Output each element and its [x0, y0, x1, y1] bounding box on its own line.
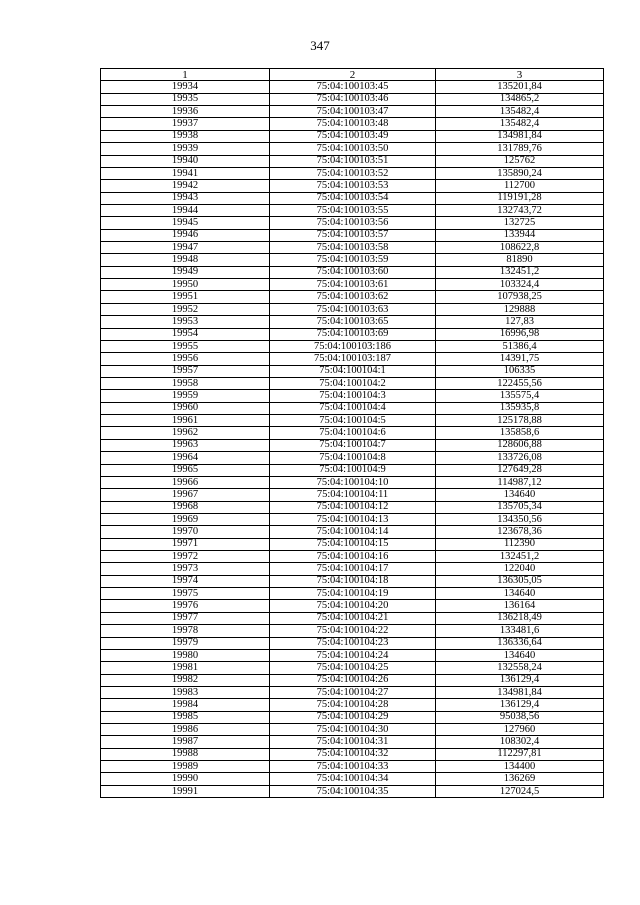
table-row: [101, 785, 604, 797]
row-number-cell: 19943: [101, 192, 270, 204]
row-number-cell: 19947: [101, 242, 270, 254]
cadastral-number-cell: 75:04:100103:54: [270, 192, 436, 204]
cadastral-number-cell: 75:04:100104:32: [270, 748, 436, 760]
cadastral-number-cell: 75:04:100104:11: [270, 489, 436, 501]
cadastral-number-cell: 75:04:100103:57: [270, 229, 436, 241]
cadastral-number-cell: 75:04:100103:69: [270, 328, 436, 340]
row-number-cell: 19934: [101, 81, 270, 93]
row-number-cell: 19972: [101, 551, 270, 563]
cadastral-number-cell: 75:04:100104:9: [270, 464, 436, 476]
cadastral-number-cell: 75:04:100104:7: [270, 439, 436, 451]
cadastral-number-cell: 75:04:100103:62: [270, 291, 436, 303]
cadastral-number-cell: 75:04:100104:16: [270, 551, 436, 563]
table-row: [101, 662, 604, 674]
table-row: [101, 390, 604, 402]
value-cell: 134640: [436, 489, 604, 501]
value-cell: 125178,88: [436, 415, 604, 427]
table-row: [101, 377, 604, 389]
value-cell: 133481,6: [436, 625, 604, 637]
table-row: [101, 365, 604, 377]
row-number-cell: 19985: [101, 711, 270, 723]
value-cell: 134640: [436, 649, 604, 661]
cadastral-number-cell: 75:04:100103:48: [270, 118, 436, 130]
row-number-cell: 19989: [101, 761, 270, 773]
cadastral-number-cell: 75:04:100103:46: [270, 93, 436, 105]
row-number-cell: 19956: [101, 353, 270, 365]
value-cell: 135575,4: [436, 390, 604, 402]
row-number-cell: 19939: [101, 143, 270, 155]
table-row: [101, 229, 604, 241]
cadastral-number-cell: 75:04:100103:63: [270, 303, 436, 315]
table-row: [101, 266, 604, 278]
table-row: [101, 600, 604, 612]
cadastral-number-cell: 75:04:100103:65: [270, 316, 436, 328]
table-row: [101, 674, 604, 686]
value-cell: 16996,98: [436, 328, 604, 340]
table-row: [101, 686, 604, 698]
value-cell: 106335: [436, 365, 604, 377]
value-cell: 123678,36: [436, 526, 604, 538]
cadastral-number-cell: 75:04:100103:52: [270, 167, 436, 179]
value-cell: 51386,4: [436, 340, 604, 352]
table-row: [101, 279, 604, 291]
value-cell: 108622,8: [436, 242, 604, 254]
cadastral-number-cell: 75:04:100103:45: [270, 81, 436, 93]
table-row: [101, 489, 604, 501]
table-row: [101, 316, 604, 328]
row-number-cell: 19968: [101, 501, 270, 513]
row-number-cell: 19988: [101, 748, 270, 760]
value-cell: 129888: [436, 303, 604, 315]
column-header: 3: [436, 69, 604, 81]
row-number-cell: 19973: [101, 563, 270, 575]
value-cell: 127,83: [436, 316, 604, 328]
cadastral-number-cell: 75:04:100104:21: [270, 612, 436, 624]
cadastral-number-cell: 75:04:100104:33: [270, 761, 436, 773]
value-cell: 136305,05: [436, 575, 604, 587]
table-row: [101, 217, 604, 229]
cadastral-number-cell: 75:04:100103:55: [270, 204, 436, 216]
table-row: [101, 180, 604, 192]
cadastral-number-cell: 75:04:100104:28: [270, 699, 436, 711]
value-cell: 136129,4: [436, 699, 604, 711]
cadastral-number-cell: 75:04:100104:34: [270, 773, 436, 785]
value-cell: 128606,88: [436, 439, 604, 451]
value-cell: 103324,4: [436, 279, 604, 291]
table-row: [101, 192, 604, 204]
value-cell: 14391,75: [436, 353, 604, 365]
table-row: [101, 588, 604, 600]
table-row: [101, 81, 604, 93]
row-number-cell: 19965: [101, 464, 270, 476]
value-cell: 127649,28: [436, 464, 604, 476]
cadastral-number-cell: 75:04:100104:12: [270, 501, 436, 513]
value-cell: 134981,84: [436, 686, 604, 698]
row-number-cell: 19942: [101, 180, 270, 192]
row-number-cell: 19990: [101, 773, 270, 785]
row-number-cell: 19950: [101, 279, 270, 291]
cadastral-number-cell: 75:04:100104:8: [270, 452, 436, 464]
cadastral-number-cell: 75:04:100103:50: [270, 143, 436, 155]
table-row: [101, 204, 604, 216]
table-row: [101, 773, 604, 785]
cadastral-number-cell: 75:04:100103:47: [270, 106, 436, 118]
cadastral-number-cell: 75:04:100104:20: [270, 600, 436, 612]
row-number-cell: 19958: [101, 377, 270, 389]
table-row: [101, 563, 604, 575]
value-cell: 135482,4: [436, 106, 604, 118]
table-row: [101, 526, 604, 538]
row-number-cell: 19962: [101, 427, 270, 439]
row-number-cell: 19951: [101, 291, 270, 303]
table-row: [101, 761, 604, 773]
value-cell: 135705,34: [436, 501, 604, 513]
table-row: [101, 575, 604, 587]
table-row: [101, 303, 604, 315]
row-number-cell: 19944: [101, 204, 270, 216]
value-cell: 122455,56: [436, 377, 604, 389]
cadastral-number-cell: 75:04:100104:29: [270, 711, 436, 723]
table-row: [101, 93, 604, 105]
cadastral-number-cell: 75:04:100104:35: [270, 785, 436, 797]
value-cell: 136336,64: [436, 637, 604, 649]
value-cell: 132451,2: [436, 266, 604, 278]
value-cell: 112297,81: [436, 748, 604, 760]
table-row: [101, 328, 604, 340]
table-row: [101, 353, 604, 365]
column-header: 1: [101, 69, 270, 81]
value-cell: 135935,8: [436, 402, 604, 414]
table-row: [101, 501, 604, 513]
table-body: [101, 81, 604, 798]
row-number-cell: 19945: [101, 217, 270, 229]
cadastral-number-cell: 75:04:100103:49: [270, 130, 436, 142]
cadastral-number-cell: 75:04:100103:59: [270, 254, 436, 266]
row-number-cell: 19953: [101, 316, 270, 328]
cadastral-number-cell: 75:04:100104:1: [270, 365, 436, 377]
value-cell: 136218,49: [436, 612, 604, 624]
value-cell: 107938,25: [436, 291, 604, 303]
row-number-cell: 19967: [101, 489, 270, 501]
row-number-cell: 19979: [101, 637, 270, 649]
table-row: [101, 242, 604, 254]
value-cell: 132743,72: [436, 204, 604, 216]
table-header-row: [101, 69, 604, 81]
cadastral-number-cell: 75:04:100104:4: [270, 402, 436, 414]
row-number-cell: 19940: [101, 155, 270, 167]
value-cell: 133944: [436, 229, 604, 241]
cadastral-number-cell: 75:04:100104:25: [270, 662, 436, 674]
table-row: [101, 476, 604, 488]
table-row: [101, 427, 604, 439]
row-number-cell: 19991: [101, 785, 270, 797]
value-cell: 136269: [436, 773, 604, 785]
row-number-cell: 19975: [101, 588, 270, 600]
cadastral-number-cell: 75:04:100104:13: [270, 513, 436, 525]
row-number-cell: 19954: [101, 328, 270, 340]
table-row: [101, 724, 604, 736]
row-number-cell: 19949: [101, 266, 270, 278]
cadastral-number-cell: 75:04:100104:2: [270, 377, 436, 389]
table-row: [101, 513, 604, 525]
column-header: 2: [270, 69, 436, 81]
row-number-cell: 19957: [101, 365, 270, 377]
cadastral-number-cell: 75:04:100104:30: [270, 724, 436, 736]
value-cell: 135201,84: [436, 81, 604, 93]
table-row: [101, 625, 604, 637]
value-cell: 108302,4: [436, 736, 604, 748]
table-row: [101, 452, 604, 464]
row-number-cell: 19960: [101, 402, 270, 414]
row-number-cell: 19964: [101, 452, 270, 464]
table-row: [101, 649, 604, 661]
table-row: [101, 538, 604, 550]
table-row: [101, 711, 604, 723]
value-cell: 114987,12: [436, 476, 604, 488]
row-number-cell: 19937: [101, 118, 270, 130]
table-row: [101, 736, 604, 748]
data-table: [100, 68, 604, 798]
page-number: 347: [310, 38, 330, 53]
cadastral-number-cell: 75:04:100103:53: [270, 180, 436, 192]
row-number-cell: 19961: [101, 415, 270, 427]
cadastral-number-cell: 75:04:100104:10: [270, 476, 436, 488]
value-cell: 112390: [436, 538, 604, 550]
value-cell: 95038,56: [436, 711, 604, 723]
cadastral-number-cell: 75:04:100103:58: [270, 242, 436, 254]
cadastral-number-cell: 75:04:100104:22: [270, 625, 436, 637]
row-number-cell: 19978: [101, 625, 270, 637]
value-cell: 134350,56: [436, 513, 604, 525]
value-cell: 136164: [436, 600, 604, 612]
cadastral-number-cell: 75:04:100104:19: [270, 588, 436, 600]
table-row: [101, 699, 604, 711]
cadastral-number-cell: 75:04:100104:27: [270, 686, 436, 698]
row-number-cell: 19986: [101, 724, 270, 736]
table-row: [101, 155, 604, 167]
row-number-cell: 19941: [101, 167, 270, 179]
table-row: [101, 748, 604, 760]
value-cell: 127024,5: [436, 785, 604, 797]
table-row: [101, 254, 604, 266]
value-cell: 135890,24: [436, 167, 604, 179]
table-row: [101, 415, 604, 427]
cadastral-number-cell: 75:04:100104:6: [270, 427, 436, 439]
row-number-cell: 19969: [101, 513, 270, 525]
cadastral-number-cell: 75:04:100104:23: [270, 637, 436, 649]
row-number-cell: 19936: [101, 106, 270, 118]
value-cell: 136129,4: [436, 674, 604, 686]
table-row: [101, 143, 604, 155]
row-number-cell: 19971: [101, 538, 270, 550]
row-number-cell: 19959: [101, 390, 270, 402]
cadastral-number-cell: 75:04:100103:60: [270, 266, 436, 278]
row-number-cell: 19981: [101, 662, 270, 674]
value-cell: 131789,76: [436, 143, 604, 155]
cadastral-number-cell: 75:04:100104:31: [270, 736, 436, 748]
table-row: [101, 439, 604, 451]
cadastral-number-cell: 75:04:100104:15: [270, 538, 436, 550]
row-number-cell: 19974: [101, 575, 270, 587]
table-row: [101, 118, 604, 130]
value-cell: 134400: [436, 761, 604, 773]
row-number-cell: 19980: [101, 649, 270, 661]
row-number-cell: 19948: [101, 254, 270, 266]
row-number-cell: 19982: [101, 674, 270, 686]
value-cell: 135482,4: [436, 118, 604, 130]
table-row: [101, 340, 604, 352]
table-row: [101, 291, 604, 303]
value-cell: 112700: [436, 180, 604, 192]
value-cell: 134981,84: [436, 130, 604, 142]
table-row: [101, 106, 604, 118]
cadastral-number-cell: 75:04:100104:14: [270, 526, 436, 538]
row-number-cell: 19987: [101, 736, 270, 748]
cadastral-number-cell: 75:04:100103:56: [270, 217, 436, 229]
cadastral-number-cell: 75:04:100103:51: [270, 155, 436, 167]
cadastral-number-cell: 75:04:100104:3: [270, 390, 436, 402]
value-cell: 132451,2: [436, 551, 604, 563]
cadastral-number-cell: 75:04:100104:24: [270, 649, 436, 661]
row-number-cell: 19952: [101, 303, 270, 315]
row-number-cell: 19970: [101, 526, 270, 538]
row-number-cell: 19984: [101, 699, 270, 711]
value-cell: 135858,6: [436, 427, 604, 439]
row-number-cell: 19946: [101, 229, 270, 241]
value-cell: 81890: [436, 254, 604, 266]
value-cell: 134640: [436, 588, 604, 600]
cadastral-number-cell: 75:04:100104:18: [270, 575, 436, 587]
cadastral-number-cell: 75:04:100104:5: [270, 415, 436, 427]
table-row: [101, 551, 604, 563]
cadastral-number-cell: 75:04:100103:186: [270, 340, 436, 352]
row-number-cell: 19938: [101, 130, 270, 142]
value-cell: 133726,08: [436, 452, 604, 464]
value-cell: 125762: [436, 155, 604, 167]
cadastral-number-cell: 75:04:100103:187: [270, 353, 436, 365]
value-cell: 132558,24: [436, 662, 604, 674]
value-cell: 122040: [436, 563, 604, 575]
row-number-cell: 19976: [101, 600, 270, 612]
table-row: [101, 167, 604, 179]
table-row: [101, 464, 604, 476]
row-number-cell: 19983: [101, 686, 270, 698]
table-row: [101, 402, 604, 414]
table-row: [101, 130, 604, 142]
cadastral-number-cell: 75:04:100104:17: [270, 563, 436, 575]
value-cell: 119191,28: [436, 192, 604, 204]
value-cell: 134865,2: [436, 93, 604, 105]
table-row: [101, 637, 604, 649]
cadastral-number-cell: 75:04:100103:61: [270, 279, 436, 291]
value-cell: 127960: [436, 724, 604, 736]
cadastral-number-cell: 75:04:100104:26: [270, 674, 436, 686]
row-number-cell: 19966: [101, 476, 270, 488]
table-row: [101, 612, 604, 624]
row-number-cell: 19955: [101, 340, 270, 352]
row-number-cell: 19977: [101, 612, 270, 624]
row-number-cell: 19963: [101, 439, 270, 451]
value-cell: 132725: [436, 217, 604, 229]
row-number-cell: 19935: [101, 93, 270, 105]
